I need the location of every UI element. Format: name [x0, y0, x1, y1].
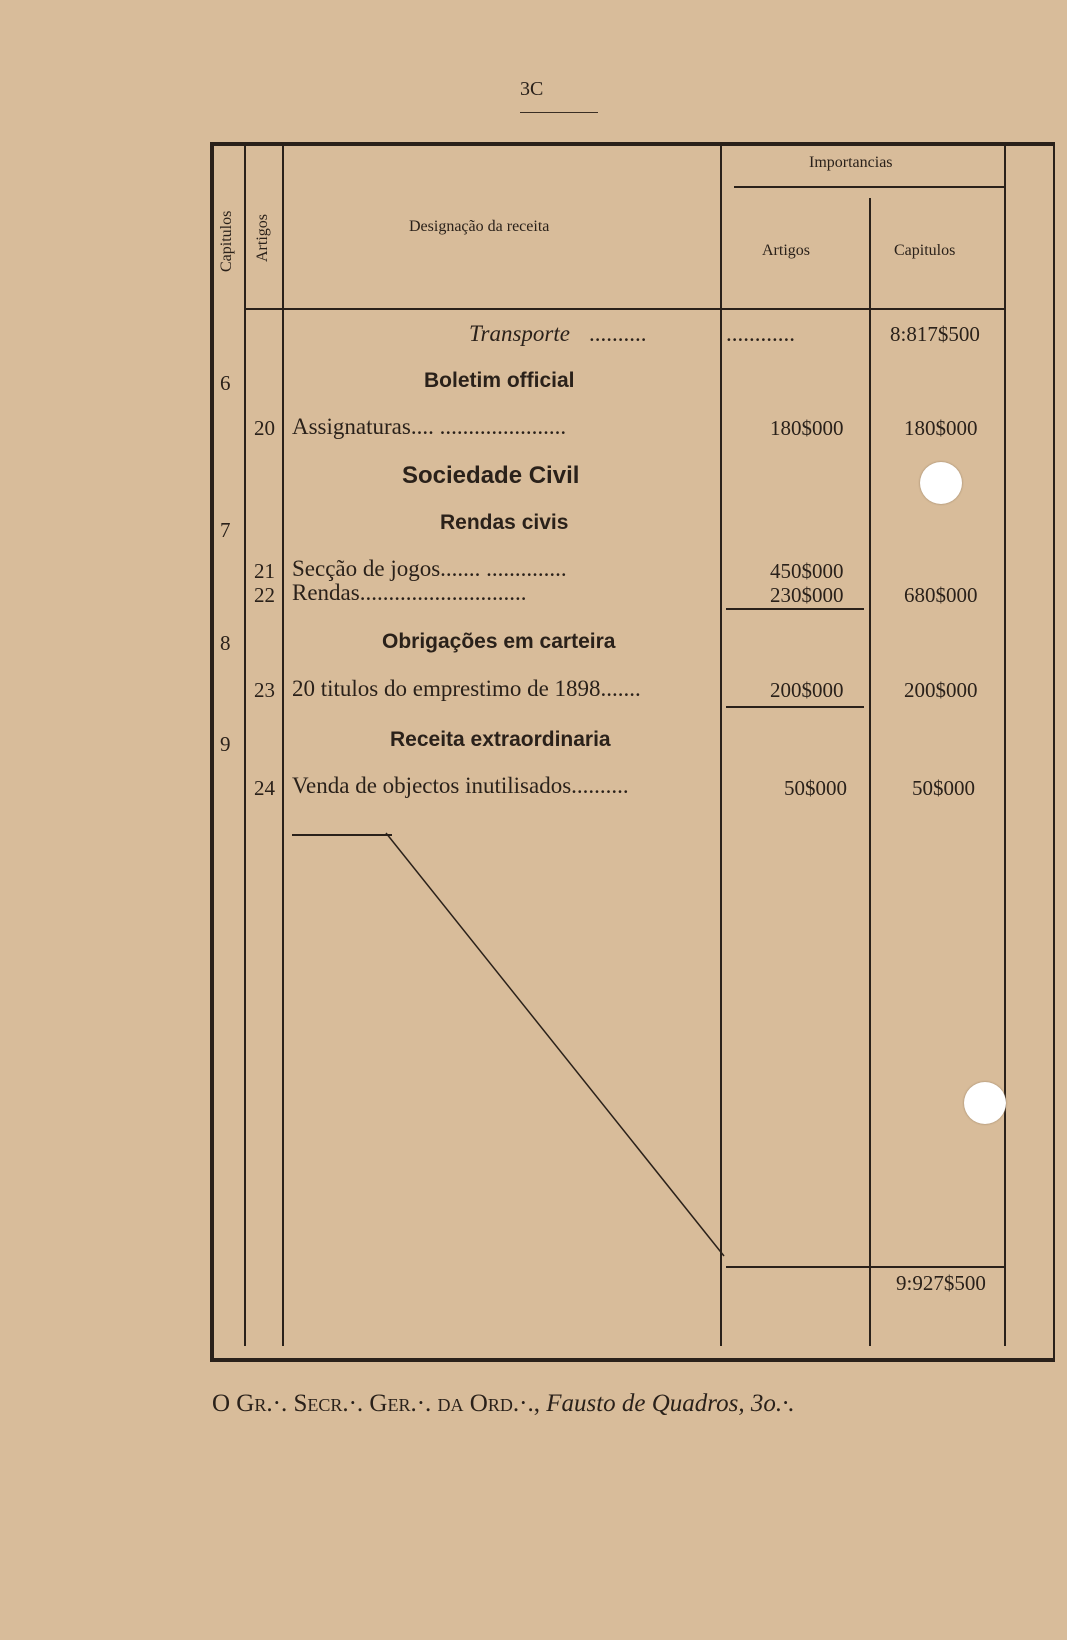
col-line-importancias [869, 198, 871, 1346]
artigos-24: 50$000 [784, 776, 847, 800]
subtotal-rule-8 [726, 706, 864, 708]
chapter-8: 8 [220, 631, 231, 655]
header-designacao: Designação da receita [409, 218, 550, 235]
artigos-23: 200$000 [770, 678, 844, 702]
subtotal-rule-7 [726, 608, 864, 610]
desc-20: Assignaturas.... ...................... [292, 414, 567, 439]
section-obrigacoes: Obrigações em carteira [382, 630, 616, 653]
header-importancias: Importancias [809, 154, 893, 171]
total-rule [726, 1266, 1004, 1268]
section-boletim: Boletim official [424, 369, 575, 392]
col-line-artigos [282, 146, 284, 1346]
artigo-22: 22 [254, 583, 275, 607]
header-bottom-rule [244, 308, 1004, 310]
artigo-21: 21 [254, 559, 275, 583]
artigo-23: 23 [254, 678, 275, 702]
transporte-capitulos: 8:817$500 [890, 322, 980, 346]
col-line-right [1004, 146, 1006, 1346]
header-artigos: Artigos [254, 214, 271, 262]
artigos-22: 230$000 [770, 583, 844, 607]
footer-name: Fausto de Quadros, 3o.·. [546, 1390, 795, 1417]
desc-23: 20 titulos do emprestimo de 1898....... [292, 676, 641, 701]
importancias-rule [734, 186, 1004, 188]
header-col-capitulos: Capitulos [894, 242, 956, 259]
capitulos-20: 180$000 [904, 416, 978, 440]
chapter-9: 9 [220, 732, 231, 756]
transporte-label: Transporte [469, 321, 570, 346]
punch-hole-bottom [964, 1082, 1006, 1124]
page-number: 3C [520, 78, 544, 100]
capitulos-24: 50$000 [912, 776, 975, 800]
artigos-20: 180$000 [770, 416, 844, 440]
receipts-table [210, 142, 1055, 1362]
cancel-diagonal [384, 831, 729, 1261]
chapter-6: 6 [220, 371, 231, 395]
capitulos-23: 200$000 [904, 678, 978, 702]
header-col-artigos: Artigos [762, 242, 810, 259]
artigo-20: 20 [254, 416, 275, 440]
header-capitulos: Capitulos [218, 210, 235, 272]
footer-title: O Gr.·. Secr.·. Ger.·. da Ord.·., [212, 1390, 547, 1417]
page-number-rule [520, 112, 598, 113]
transporte-dots: .......... [589, 321, 647, 346]
footer-signature [212, 1390, 795, 1418]
col-line-capitulos [244, 146, 246, 1346]
punch-hole-top [920, 462, 962, 504]
transporte-dots-artigos: ............ [726, 321, 795, 346]
desc-21: Secção de jogos....... .............. [292, 556, 567, 581]
artigos-21: 450$000 [770, 559, 844, 583]
artigo-24: 24 [254, 776, 275, 800]
section-receita-extra: Receita extraordinaria [390, 728, 611, 751]
desc-22: Rendas............................. [292, 580, 527, 605]
total-value: 9:927$500 [896, 1271, 986, 1295]
section-sociedade-civil: Sociedade Civil [402, 462, 580, 489]
desc-24: Venda de objectos inutilisados.......... [292, 773, 629, 798]
capitulos-22: 680$000 [904, 583, 978, 607]
chapter-7: 7 [220, 518, 231, 542]
section-rendas-civis: Rendas civis [440, 511, 569, 534]
closing-rule [292, 834, 392, 836]
